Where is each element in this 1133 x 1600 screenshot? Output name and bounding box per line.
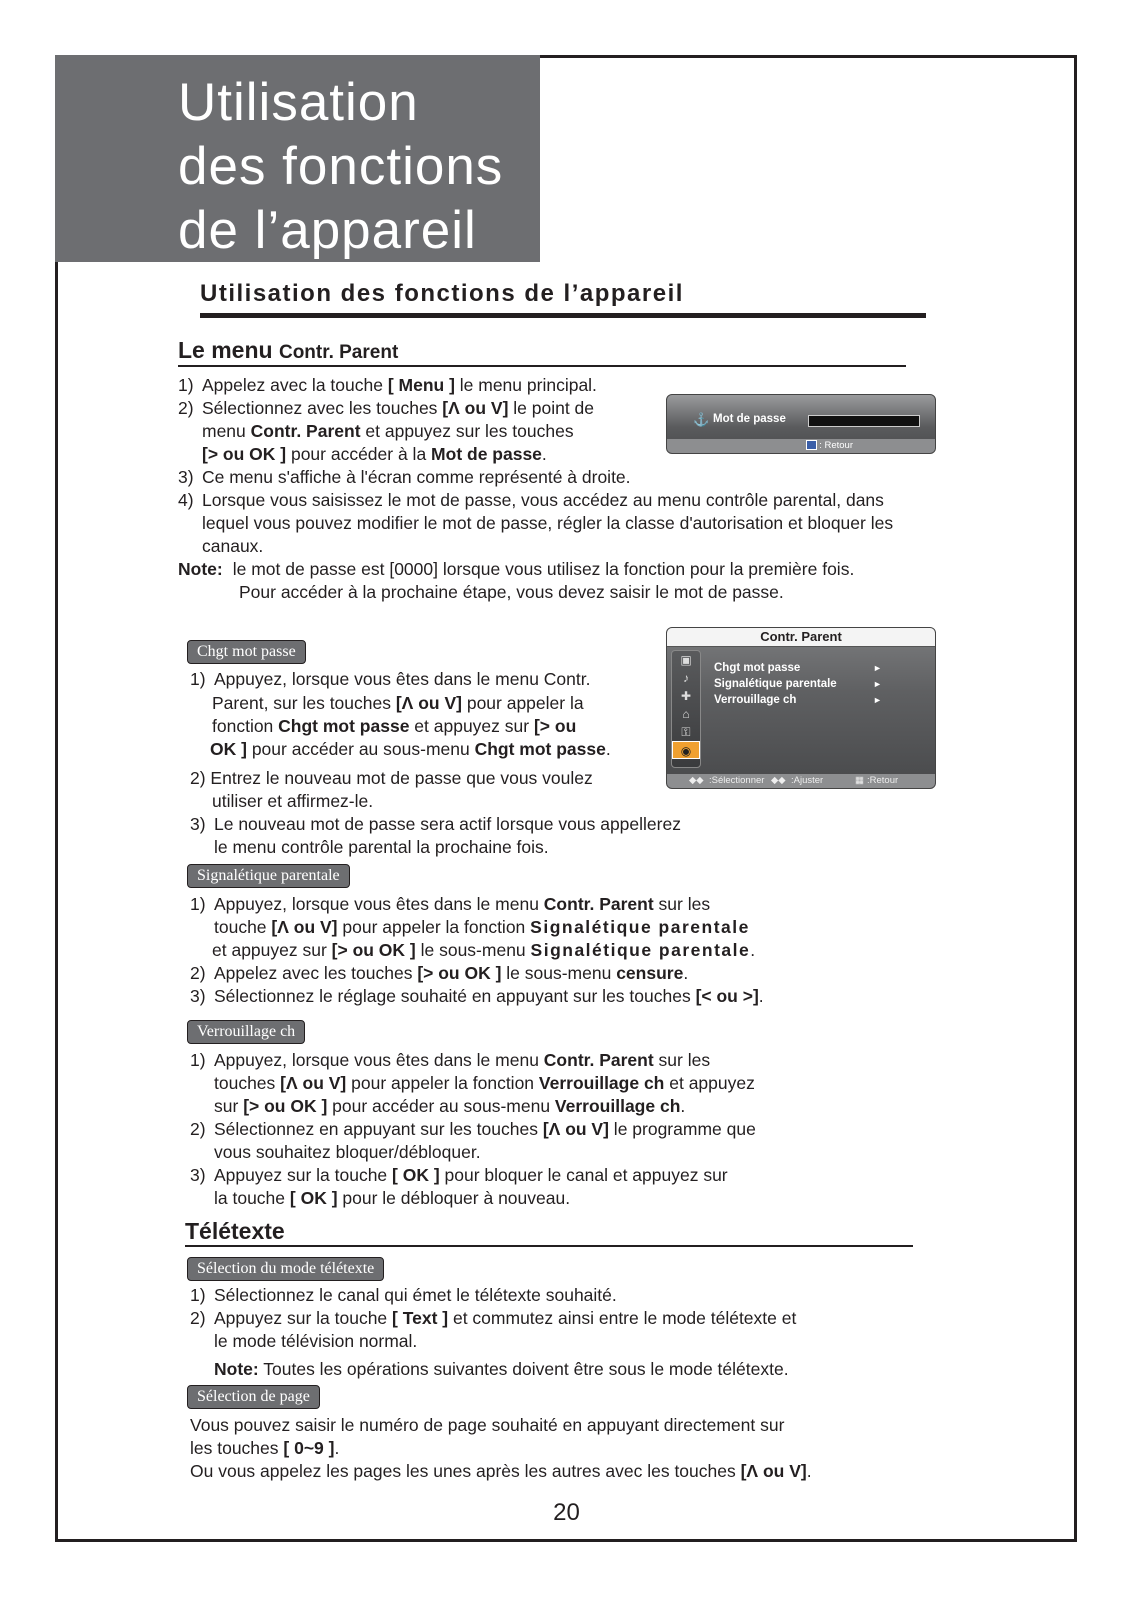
chgt-step-1-cont-a: Parent, sur les touches [Λ ou V] pour appeler la xyxy=(212,693,584,713)
menu-step-1: 1) Appelez avec la touche [ Menu ] le menu principal. xyxy=(178,375,597,395)
menu-step-2: 2) Sélectionnez avec les touches [Λ ou V] le point de xyxy=(178,398,595,418)
chgt-step-2: 2) Entrez le nouveau mot de passe que vous voulez xyxy=(190,768,593,788)
signal-step-3: 3) Sélectionnez le réglage souhaité en appuyant sur les touches [< ou >]. xyxy=(190,986,764,1006)
arrow-right-icon: ► xyxy=(873,679,882,689)
menu-note-label: Note: xyxy=(178,559,223,579)
main-heading-rule xyxy=(200,313,926,318)
chgt-step-3-cont: le menu contrôle parental la prochaine fois. xyxy=(214,837,549,857)
teletexte-heading-rule xyxy=(185,1245,913,1247)
tele-step-1: 1) Sélectionnez le canal qui émet le télétexte souhaité. xyxy=(190,1285,617,1305)
chgt-step-2-cont: utiliser et affirmez-le. xyxy=(212,791,374,811)
function-icon[interactable]: ⌂ xyxy=(682,707,690,721)
signal-step-1-cont-a: touche [Λ ou V] pour appeler la fonction Signalétique parentale xyxy=(214,917,750,937)
section-heading-big: Le menu xyxy=(178,337,273,363)
page-number: 20 xyxy=(553,1499,580,1526)
verrou-step-3-cont: la touche [ OK ] pour le débloquer à nouveau. xyxy=(214,1188,571,1208)
page-text-1: Vous pouvez saisir le numéro de page souhaité en appuyant directement sur xyxy=(190,1415,785,1435)
parental-icon[interactable]: ◉ xyxy=(672,741,700,759)
section-heading-menu xyxy=(178,337,398,364)
chgt-step-1: 1) Appuyez, lorsque vous êtes dans le menu Contr. xyxy=(190,669,591,689)
verrou-step-2: 2) Sélectionnez en appuyant sur les touches [Λ ou V] le programme que xyxy=(190,1119,756,1139)
chgt-step-3: 3) Le nouveau mot de passe sera actif lorsque vous appellerez xyxy=(190,814,681,834)
menu-step-2-cont-a: menu Contr. Parent et appuyez sur les touches xyxy=(202,421,574,441)
menu-key-icon xyxy=(806,440,817,450)
osd-parent-footer: ◆◆ :Sélectionner ◆◆ :Ajuster ▦ :Retour xyxy=(667,774,935,788)
chapter-title-block xyxy=(55,55,540,262)
tele-note-label: Note: xyxy=(214,1359,259,1379)
lock-icon[interactable]: ⚿ xyxy=(681,725,691,739)
menu-step-2-cont-b: [> ou OK ] pour accéder à la Mot de passe. xyxy=(202,444,547,464)
osd-password-field[interactable] xyxy=(808,415,920,427)
nav-updown-icon: ◆◆ xyxy=(689,775,704,786)
chapter-title-line-3: de l’appareil xyxy=(178,201,477,260)
arrow-right-icon: ► xyxy=(873,663,882,673)
verrou-step-1-cont-a: touches [Λ ou V] pour appeler la fonction Verrouillage ch et appuyez xyxy=(214,1073,755,1093)
osd-parent-menu xyxy=(666,627,936,789)
osd-password-footer: : Retour xyxy=(667,439,935,453)
page-text-2: les touches [ 0~9 ]. xyxy=(190,1438,340,1458)
menu-key-icon: ▦ xyxy=(855,775,864,786)
menu-note: Note: le mot de passe est [0000] lorsque vous utilisez la fonction pour la première fois. xyxy=(178,559,855,579)
verrou-step-2-cont: vous souhaitez bloquer/débloquer. xyxy=(214,1142,481,1162)
picture-icon[interactable]: ▣ xyxy=(680,653,692,667)
chgt-step-1-cont-c: OK ] pour accéder au sous-menu Chgt mot passe. xyxy=(210,739,611,759)
osd-password-screen xyxy=(666,394,936,454)
tag-signaletique: Signalétique parentale xyxy=(187,864,350,888)
menu-step-4-cont-a: lequel vous pouvez modifier le mot de passe, régler la classe d'autorisation et bloquer les xyxy=(202,513,894,533)
signal-step-1-cont-b: et appuyez sur [> ou OK ] le sous-menu Signalétique parentale. xyxy=(212,940,756,960)
chapter-title-line-2: des fonctions xyxy=(178,137,504,196)
channel-icon[interactable]: ✚ xyxy=(680,689,692,703)
menu-step-4-cont-b: canaux. xyxy=(202,536,264,556)
osd-item-verrou[interactable]: Verrouillage ch xyxy=(714,694,797,706)
tag-selection-mode: Sélection du mode télétexte xyxy=(187,1257,384,1281)
lock-icon: ⚓ xyxy=(693,412,710,427)
chapter-title-line-1: Utilisation xyxy=(178,73,419,132)
verrou-step-3: 3) Appuyez sur la touche [ OK ] pour bloquer le canal et appuyez sur xyxy=(190,1165,728,1185)
main-heading: Utilisation des fonctions de l’appareil xyxy=(200,280,684,307)
teletexte-heading: Télétexte xyxy=(185,1218,285,1244)
tele-note: Note: Toutes les opérations suivantes doivent être sous le mode télétexte. xyxy=(214,1359,789,1379)
section-heading-rule xyxy=(178,365,906,367)
menu-note-cont: Pour accéder à la prochaine étape, vous devez saisir le mot de passe. xyxy=(239,582,784,602)
page-text-3: Ou vous appelez les pages les unes après les autres avec les touches [Λ ou V]. xyxy=(190,1461,812,1481)
tag-selection-page: Sélection de page xyxy=(187,1385,320,1409)
osd-password-label: Mot de passe xyxy=(713,413,786,425)
tele-step-2-cont: le mode télévision normal. xyxy=(214,1331,418,1351)
osd-side-icons xyxy=(671,650,701,768)
tag-verrouillage: Verrouillage ch xyxy=(187,1020,305,1044)
sound-icon[interactable]: ♪ xyxy=(683,671,689,685)
menu-step-3: 3) Ce menu s'affiche à l'écran comme représenté à droite. xyxy=(178,467,631,487)
signal-step-2: 2) Appelez avec les touches [> ou OK ] le sous-menu censure. xyxy=(190,963,689,983)
verrou-step-1: 1) Appuyez, lorsque vous êtes dans le menu Contr. Parent sur les xyxy=(190,1050,711,1070)
chgt-step-1-cont-b: fonction Chgt mot passe et appuyez sur [> ou xyxy=(212,716,577,736)
verrou-step-1-cont-b: sur [> ou OK ] pour accéder au sous-menu Verrouillage ch. xyxy=(214,1096,686,1116)
signal-step-1: 1) Appuyez, lorsque vous êtes dans le menu Contr. Parent sur les xyxy=(190,894,711,914)
section-heading-small: Contr. Parent xyxy=(278,342,399,363)
tag-chgt-mot-passe: Chgt mot passe xyxy=(187,640,306,664)
nav-leftright-icon: ◆◆ xyxy=(771,775,786,786)
osd-item-signal[interactable]: Signalétique parentale xyxy=(714,678,837,690)
osd-item-chgt[interactable]: Chgt mot passe xyxy=(714,662,801,674)
tele-step-2: 2) Appuyez sur la touche [ Text ] et commutez ainsi entre le mode télétexte et xyxy=(190,1308,797,1328)
menu-step-4: 4) Lorsque vous saisissez le mot de passe, vous accédez au menu contrôle parental, dans xyxy=(178,490,884,510)
osd-parent-title: Contr. Parent xyxy=(667,628,935,647)
arrow-right-icon: ► xyxy=(873,695,882,705)
